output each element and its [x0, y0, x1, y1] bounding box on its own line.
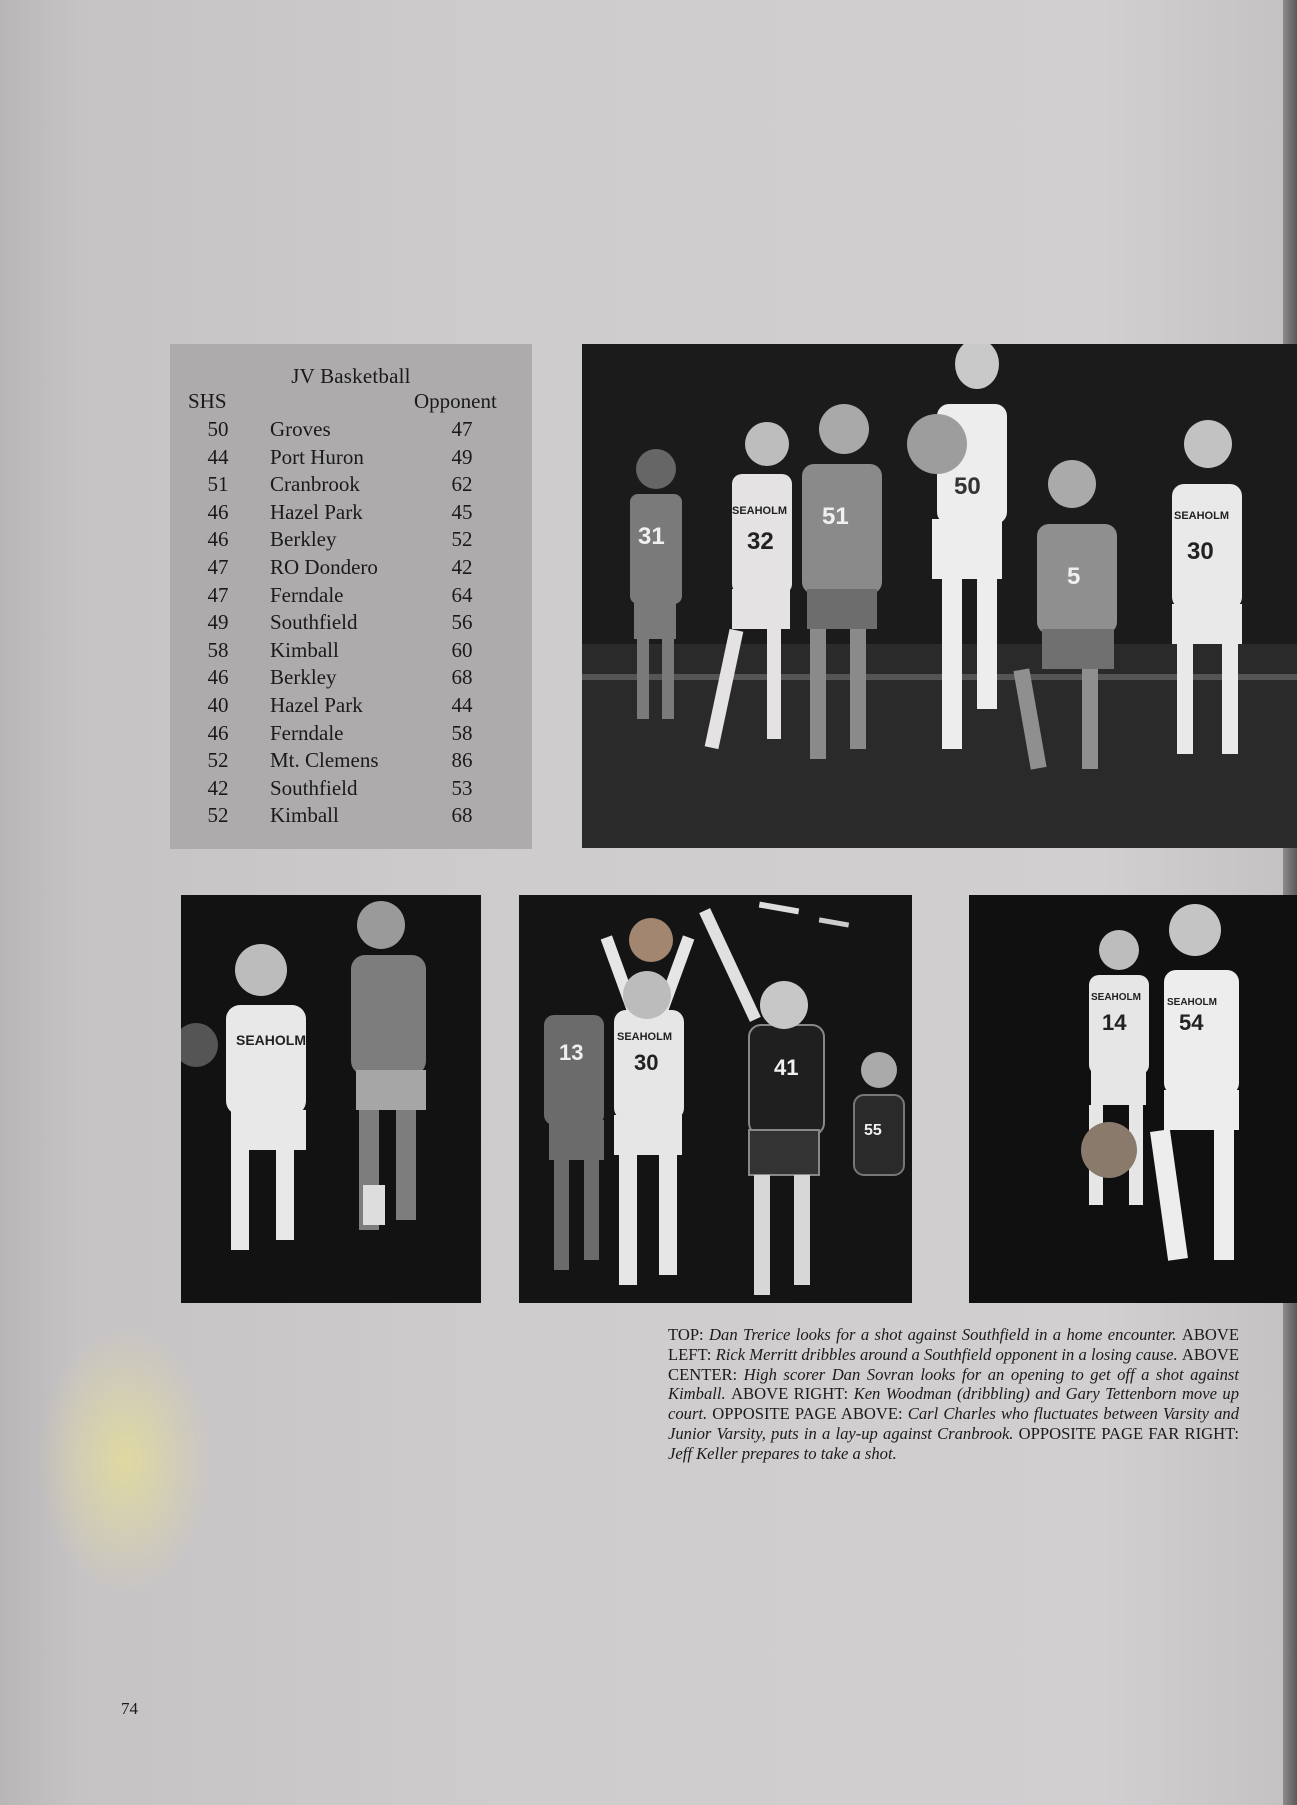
opponent-team: Mt. Clemens [270, 748, 379, 773]
opponent-score: 68 [451, 803, 473, 828]
opponent-score: 68 [451, 665, 473, 690]
jersey-number: 41 [774, 1055, 799, 1080]
shs-score: 58 [207, 637, 229, 662]
opponent-score: 44 [451, 692, 473, 717]
score-row [170, 803, 532, 831]
opponent-team: Kimball [270, 637, 339, 662]
caption-label: TOP: [668, 1325, 710, 1344]
jersey-lettering: SEAHOLM [617, 1031, 672, 1043]
jersey-number: 30 [634, 1050, 659, 1075]
shs-score: 49 [207, 610, 229, 635]
opponent-score: 53 [451, 775, 473, 800]
photo-above-right [969, 895, 1297, 1303]
shs-score: 44 [207, 444, 229, 469]
score-rows [170, 417, 532, 831]
paper-stain [40, 1330, 210, 1590]
score-row [170, 555, 532, 583]
shs-score: 46 [207, 499, 229, 524]
header-opponent: Opponent [414, 389, 497, 413]
photo-above-left-image [181, 895, 481, 1303]
opponent-score: 52 [451, 527, 473, 552]
shs-score: 46 [207, 527, 229, 552]
opponent-score: 56 [451, 610, 473, 635]
shs-score: 51 [207, 472, 229, 497]
shs-score: 47 [207, 582, 229, 607]
opponent-team: Ferndale [270, 582, 344, 607]
caption-text: High scorer Dan Sovran looks for an opening to get off a shot against Kimball. [668, 1364, 1239, 1404]
jersey-lettering: SEAHOLM [1174, 510, 1229, 522]
jersey-number: 55 [864, 1122, 882, 1139]
jersey-number: 51 [822, 503, 849, 530]
shs-score: 42 [207, 775, 229, 800]
caption-label: OPPOSITE PAGE ABOVE: [712, 1404, 908, 1424]
caption-label: ABOVE RIGHT: [731, 1384, 854, 1404]
caption-text: Ken Woodman (dribbling) and Gary Tettenborn move up court. [668, 1384, 1239, 1424]
opponent-score: 47 [451, 417, 473, 441]
opponent-team: Kimball [270, 803, 339, 828]
score-row [170, 693, 532, 721]
jersey-number: 14 [1102, 1010, 1127, 1035]
opponent-team: Hazel Park [270, 692, 363, 717]
opponent-score: 64 [451, 582, 473, 607]
photo-above-left [181, 895, 481, 1303]
opponent-team: Groves [270, 417, 331, 441]
score-row [170, 472, 532, 500]
jersey-number: 5 [1067, 563, 1081, 590]
opponent-team: Ferndale [270, 720, 344, 745]
jersey-number: 31 [638, 523, 665, 550]
score-row [170, 665, 532, 693]
jersey-number: 30 [1187, 538, 1214, 565]
jersey-number: 13 [559, 1040, 584, 1065]
score-row [170, 610, 532, 638]
opponent-team: Southfield [270, 610, 358, 635]
opponent-score: 49 [451, 444, 473, 469]
jersey-lettering: SEAHOLM [1091, 992, 1141, 1003]
opponent-score: 62 [451, 472, 473, 497]
opponent-score: 45 [451, 499, 473, 524]
score-row [170, 527, 532, 555]
caption-label: ABOVE LEFT: [668, 1325, 1239, 1364]
shs-score: 50 [207, 417, 229, 441]
jersey-number: 50 [954, 473, 981, 500]
opponent-team: Southfield [270, 775, 358, 800]
caption-label: OPPOSITE PAGE FAR RIGHT: [1018, 1423, 1240, 1443]
jersey-lettering: SEAHOLM [732, 505, 787, 517]
page-number: 74 [121, 1699, 138, 1718]
caption-text: Dan Trerice looks for a shot against Southfield in a home encounter. [709, 1325, 1182, 1344]
photo-caption [668, 1325, 1239, 1464]
caption-text: Carl Charles who fluctuates between Varsity and Junior Varsity, puts in a lay-up against Cranbrook. [668, 1404, 1239, 1443]
photo-top-image [582, 344, 1297, 848]
caption-text: Rick Merritt dribbles around a Southfield opponent in a losing cause. [715, 1344, 1182, 1364]
jersey-lettering: SEAHOLM [1167, 997, 1217, 1008]
opponent-score: 86 [451, 748, 473, 773]
jersey-number: 54 [1179, 1010, 1204, 1035]
shs-score: 46 [207, 665, 229, 690]
photo-above-center [519, 895, 912, 1303]
score-table [170, 344, 532, 849]
header-shs: SHS [188, 389, 227, 413]
shs-score: 46 [207, 720, 229, 745]
opponent-team: Hazel Park [270, 499, 363, 524]
score-row [170, 748, 532, 776]
photo-above-right-image [969, 895, 1297, 1303]
opponent-score: 60 [451, 637, 473, 662]
opponent-team: RO Dondero [270, 554, 378, 579]
score-row [170, 776, 532, 804]
shs-score: 52 [207, 748, 229, 773]
opponent-team: Berkley [270, 665, 337, 690]
score-row [170, 445, 532, 473]
score-table-title: JV Basketball [291, 364, 411, 388]
shs-score: 40 [207, 692, 229, 717]
caption-text: Jeff Keller prepares to take a shot. [668, 1443, 897, 1463]
opponent-score: 42 [451, 554, 473, 579]
jersey-lettering: SEAHOLM [236, 1032, 306, 1048]
photo-above-center-image [519, 895, 912, 1303]
shs-score: 47 [207, 554, 229, 579]
caption-label: ABOVE CENTER: [668, 1344, 1239, 1384]
opponent-team: Port Huron [270, 444, 364, 469]
shs-score: 52 [207, 803, 229, 828]
opponent-score: 58 [451, 720, 473, 745]
opponent-team: Cranbrook [270, 472, 360, 497]
score-row [170, 638, 532, 666]
score-row [170, 583, 532, 611]
score-row [170, 417, 532, 445]
score-row [170, 500, 532, 528]
opponent-team: Berkley [270, 527, 337, 552]
jersey-number: 32 [747, 528, 774, 555]
score-row [170, 721, 532, 749]
photo-top [582, 344, 1297, 848]
